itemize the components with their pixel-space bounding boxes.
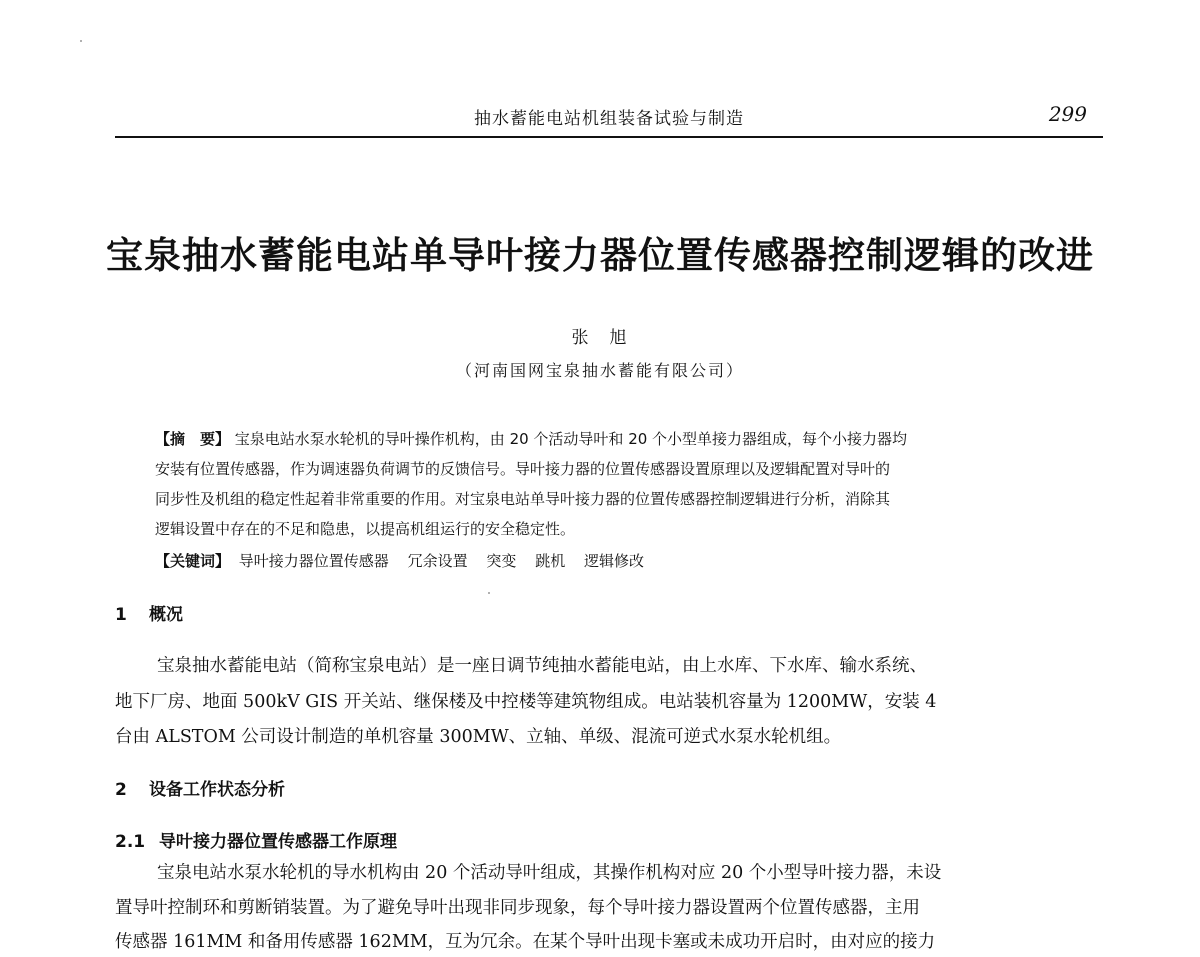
page-number: 299 [1048, 102, 1087, 126]
keyword: 导叶接力器位置传感器 [238, 552, 389, 570]
abstract-line: 同步性及机组的稳定性起着非常重要的作用。对宝泉电站单导叶接力器的位置传感器控制逻辑进行分析，消除其 [155, 490, 891, 508]
section-heading [115, 775, 285, 800]
affiliation: （河南国网宝泉抽水蓄能有限公司） [455, 361, 744, 380]
body-line: 宝泉抽水蓄能电站（简称宝泉电站）是一座日调节纯抽水蓄能电站，由上水库、下水库、输水系统、 [157, 656, 927, 676]
abstract-line [155, 428, 907, 449]
section-heading [115, 600, 183, 625]
section-number: 2 [115, 780, 127, 800]
body-line: 置导叶控制环和剪断销装置。为了避免导叶出现非同步现象，每个导叶接力器设置两个位置传感器，主用 [115, 898, 920, 918]
keyword: 冗余设置 [407, 552, 468, 570]
body-line: 地下厂房、地面 500kV GIS 开关站、继保楼及中控楼等建筑物组成。电站装机容量为 1200MW，安装 4 [115, 692, 937, 712]
scan-speck [488, 592, 490, 594]
running-header [115, 100, 1103, 138]
section-title: 概况 [149, 605, 183, 625]
abstract-label: 【摘 要】 [155, 430, 231, 448]
abstract-text: 宝泉电站水泵水轮机的导叶操作机构，由 20 个活动导叶和 20 个小型单接力器组成，每个小接力器均 [234, 430, 908, 448]
keywords-line [155, 550, 644, 571]
paper-title: 宝泉抽水蓄能电站单导叶接力器位置传感器控制逻辑的改进 [106, 234, 1094, 277]
section-number: 2.1 [115, 832, 146, 852]
section-number: 1 [115, 605, 127, 625]
body-line: 台由 ALSTOM 公司设计制造的单机容量 300MW、立轴、单级、混流可逆式水泵水轮机组。 [115, 727, 842, 747]
journal-title: 抽水蓄能电站机组装备试验与制造 [474, 109, 744, 129]
keyword: 突变 [486, 552, 517, 570]
keyword: 跳机 [535, 552, 566, 570]
scan-speck [80, 40, 82, 42]
section-title: 设备工作状态分析 [149, 780, 285, 800]
body-line: 宝泉电站水泵水轮机的导水机构由 20 个活动导叶组成，其操作机构对应 20 个小型导叶接力器，未设 [157, 863, 942, 883]
author: 张 旭 [571, 328, 629, 348]
abstract-line: 逻辑设置中存在的不足和隐患，以提高机组运行的安全稳定性。 [155, 520, 576, 538]
subsection-heading [115, 827, 397, 852]
keyword: 逻辑修改 [583, 552, 644, 570]
keywords-label: 【关键词】 [155, 552, 231, 570]
abstract-line: 安装有位置传感器，作为调速器负荷调节的反馈信号。导叶接力器的位置传感器设置原理以及逻辑配置对导叶的 [155, 460, 891, 478]
body-line: 传感器 161MM 和备用传感器 162MM，互为冗余。在某个导叶出现卡塞或未成功开启时，由对应的接力 [115, 932, 936, 952]
section-title: 导叶接力器位置传感器工作原理 [159, 832, 397, 852]
